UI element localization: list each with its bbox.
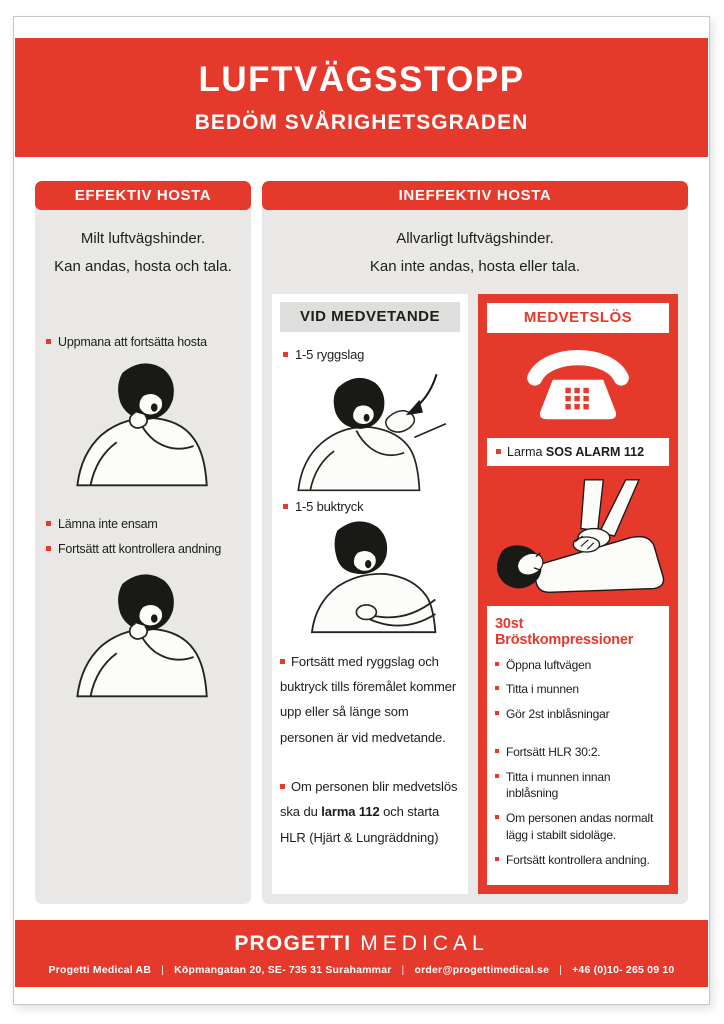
contact-line bbox=[49, 964, 675, 976]
bullet-encourage-cough bbox=[46, 335, 251, 349]
bullet-abdominal-thrusts bbox=[283, 499, 460, 514]
alarm-pre: Larma bbox=[507, 444, 546, 459]
bullet-marker bbox=[495, 662, 499, 666]
unconscious-panel bbox=[478, 294, 678, 895]
step-label: Gör 2st inblåsningar bbox=[506, 707, 610, 722]
compressions-heading: 30st Bröstkompressioner bbox=[495, 615, 634, 648]
separator: | bbox=[559, 963, 563, 976]
bullet-marker bbox=[280, 784, 285, 789]
brand-primary: PROGETTI bbox=[234, 931, 352, 955]
paragraph-text: Fortsätt med ryggslag och buktryck tills föremålet kommer upp eller så länge som personen är vid medvetande. bbox=[280, 653, 457, 745]
bullet-marker bbox=[280, 659, 285, 664]
unconscious-header: MEDVETSLÖS bbox=[487, 303, 669, 333]
abdominal-thrust-illustration bbox=[287, 516, 453, 634]
bullet-monitor-breathing bbox=[46, 542, 251, 556]
bullet-marker bbox=[495, 857, 499, 861]
ineffective-subcolumns bbox=[272, 294, 678, 895]
bullet-marker bbox=[495, 815, 499, 819]
arrow-icon bbox=[406, 374, 437, 415]
bullet-marker bbox=[283, 352, 288, 357]
coughing-person-illustration bbox=[68, 357, 218, 489]
step-group-gap bbox=[495, 731, 661, 744]
ineffective-cough-panel bbox=[262, 181, 688, 904]
coughing-person-illustration bbox=[68, 568, 218, 700]
bullet-marker bbox=[46, 546, 51, 551]
contact-phone: +46 (0)10- 265 09 10 bbox=[572, 963, 675, 976]
step-label: Titta i munnen innan inblåsning bbox=[506, 769, 611, 801]
telephone-icon bbox=[524, 347, 632, 425]
effective-cough-panel bbox=[35, 181, 251, 904]
bullet-label: Uppmana att fortsätta hosta bbox=[58, 334, 207, 349]
step-item bbox=[495, 706, 661, 723]
brand-logo bbox=[234, 932, 488, 956]
cpr-illustration bbox=[489, 479, 667, 595]
alarm-bar bbox=[487, 438, 669, 466]
bullet-marker bbox=[46, 521, 51, 526]
conscious-panel bbox=[272, 294, 468, 895]
contact-email: order@progettimedical.se bbox=[414, 963, 550, 976]
bullet-back-blows bbox=[283, 347, 460, 362]
alarm-number: SOS ALARM 112 bbox=[545, 444, 645, 459]
step-item bbox=[495, 852, 661, 869]
continue-instruction bbox=[280, 649, 460, 750]
conscious-header: VID MEDVETANDE bbox=[280, 302, 460, 332]
back-blows-illustration bbox=[283, 364, 457, 492]
bullet-label: Fortsätt att kontrollera andning bbox=[58, 541, 222, 556]
bullet-label: 1-5 ryggslag bbox=[295, 346, 365, 362]
rescuer-arm bbox=[581, 479, 603, 530]
step-label: Om personen andas normalt lägg i stabilt sidoläge. bbox=[506, 811, 654, 843]
if-unconscious-instruction bbox=[280, 774, 460, 850]
effective-intro bbox=[35, 225, 251, 281]
bullet-marker bbox=[283, 504, 288, 509]
bullet-label: Lämna inte ensam bbox=[58, 516, 158, 531]
main-columns bbox=[35, 181, 688, 904]
telephone-icon-wrap bbox=[524, 347, 632, 425]
bullet-marker bbox=[495, 749, 499, 753]
paragraph-text-bold: larma 112 bbox=[321, 804, 380, 820]
ineffective-intro-line1: Allvarligt luftvägshinder. bbox=[396, 230, 554, 247]
clasped-fist bbox=[356, 604, 376, 619]
footer-bar bbox=[15, 920, 708, 987]
effective-cough-header: EFFEKTIV HOSTA bbox=[35, 181, 251, 210]
bullet-marker bbox=[495, 711, 499, 715]
page-subtitle: BEDÖM SVÅRIGHETSGRADEN bbox=[194, 111, 529, 134]
bullet-label: 1-5 buktryck bbox=[295, 498, 364, 514]
step-item bbox=[495, 744, 661, 761]
bullet-dont-leave bbox=[46, 517, 251, 531]
keypad bbox=[565, 387, 588, 409]
paragraph-text-pre: Om personen blir medvetslös ska du bbox=[280, 778, 458, 820]
ineffective-intro bbox=[262, 225, 688, 281]
cpr-illustration-wrap bbox=[489, 479, 667, 595]
paragraph-text-post: och starta HLR (Hjärt & Lungräddning) bbox=[280, 804, 440, 845]
separator: | bbox=[401, 963, 405, 976]
effective-intro-line1: Milt luftvägshinder. bbox=[80, 230, 206, 247]
step-item bbox=[495, 681, 661, 698]
step-label: Öppna luftvägen bbox=[506, 657, 592, 672]
step-label: Fortsätt kontrollera andning. bbox=[506, 852, 650, 867]
effective-intro-line2: Kan andas, hosta och tala. bbox=[54, 257, 232, 275]
contact-address: Köpmangatan 20, SE- 735 31 Surahammar bbox=[174, 963, 392, 976]
step-item bbox=[495, 810, 661, 844]
bullet-marker bbox=[46, 339, 51, 344]
ineffective-cough-header: INEFFEKTIV HOSTA bbox=[262, 181, 688, 210]
bullet-marker bbox=[496, 449, 501, 454]
step-item bbox=[495, 769, 661, 803]
step-item bbox=[495, 657, 661, 674]
bullet-marker bbox=[495, 774, 499, 778]
poster-frame bbox=[13, 16, 710, 1005]
alarm-label bbox=[507, 445, 644, 459]
poster-header bbox=[15, 38, 708, 157]
step-label: Titta i munnen bbox=[506, 682, 579, 697]
contact-company: Progetti Medical AB bbox=[48, 963, 152, 976]
bullet-marker bbox=[495, 686, 499, 690]
step-label: Fortsätt HLR 30:2. bbox=[506, 744, 601, 759]
page-title: LUFTVÄGSSTOPP bbox=[198, 60, 525, 99]
brand-secondary: MEDICAL bbox=[360, 931, 489, 955]
separator: | bbox=[161, 963, 165, 976]
ineffective-intro-line2: Kan inte andas, hosta eller tala. bbox=[369, 257, 581, 275]
compressions-box bbox=[487, 606, 669, 886]
